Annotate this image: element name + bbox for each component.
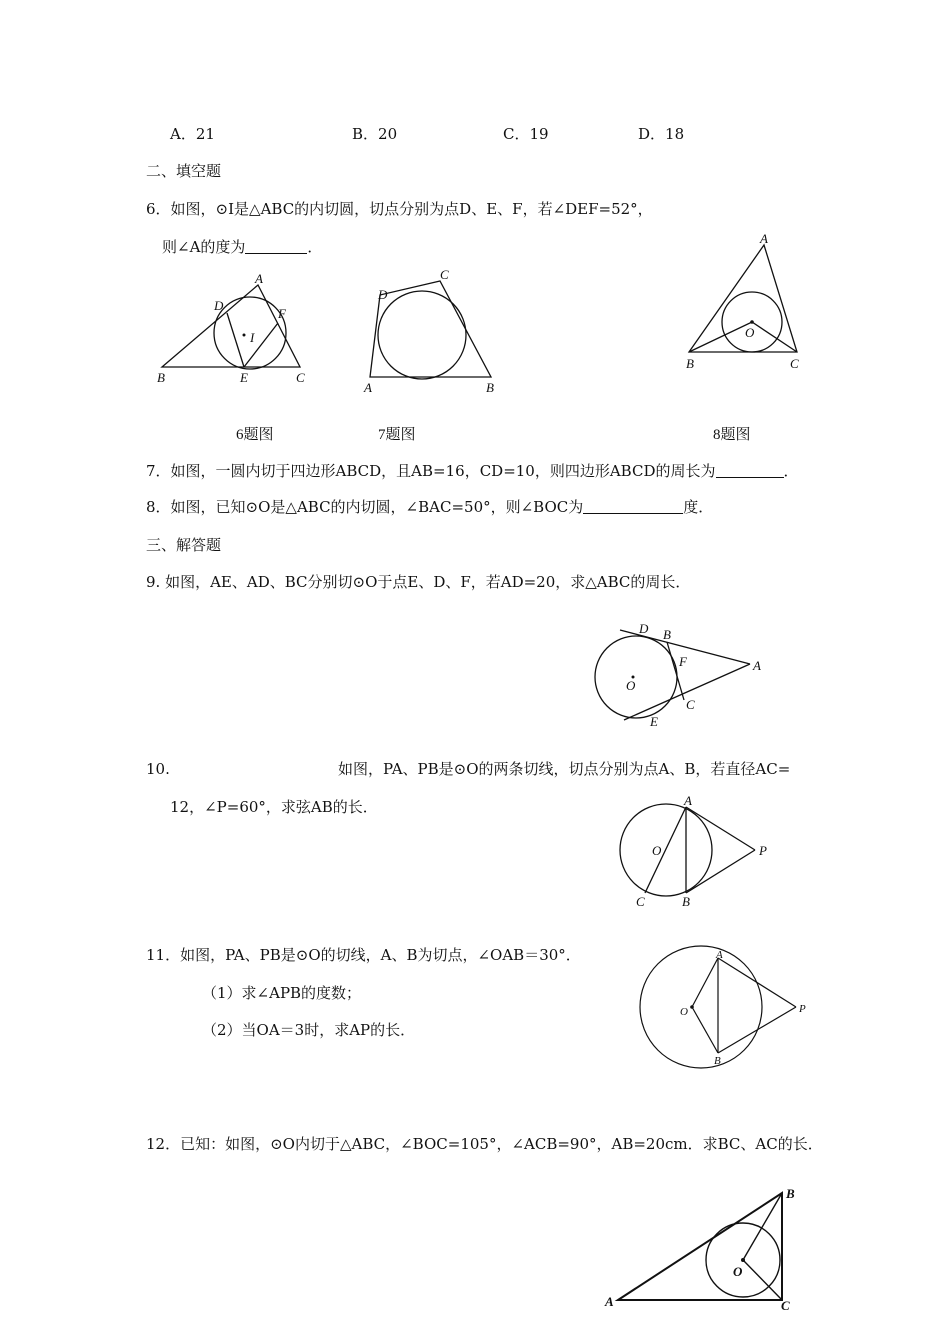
fig12-label-a: A bbox=[605, 1294, 614, 1309]
fig8-label-a: A bbox=[760, 231, 768, 246]
fig6-label-b: B bbox=[157, 370, 165, 385]
question-7: 7．如图，一圆内切于四边形ABCD，且AB=16，CD=10，则四边形ABCD的周长为 ． bbox=[146, 462, 799, 480]
fig8-label-b: B bbox=[686, 356, 694, 371]
question-11-part2: （2）当OA＝3时，求AP的长． bbox=[202, 1021, 416, 1039]
caption-figure-8: 8题图 bbox=[713, 427, 751, 443]
question-12: 12．已知：如图，⊙O内切于△ABC，∠BOC=105°，∠ACB=90°，AB=20cm．求BC、AC的长． bbox=[146, 1135, 823, 1153]
fig9-label-f: F bbox=[679, 654, 687, 669]
question-11: 11．如图，PA、PB是⊙O的切线，A、B为切点，∠OAB＝30°． bbox=[146, 946, 581, 964]
fig9-label-o: O bbox=[626, 678, 636, 693]
question-10-line2: 12，∠P=60°，求弦AB的长． bbox=[170, 798, 378, 816]
fig6-label-e: E bbox=[240, 370, 248, 385]
fig9-label-b: B bbox=[663, 627, 671, 642]
fig10-label-o: O bbox=[652, 843, 662, 858]
question-10-number: 10. bbox=[146, 760, 170, 778]
fig9-label-c: C bbox=[686, 697, 695, 712]
fig10-label-c: C bbox=[636, 894, 645, 909]
section-title-fill-in: 二、填空题 bbox=[146, 162, 222, 180]
question-10-line1: 如图，PA、PB是⊙O的两条切线，切点分别为点A、B，若直径AC= bbox=[338, 760, 791, 778]
fig8-label-c: C bbox=[790, 356, 799, 371]
fig6-label-f: F bbox=[278, 306, 286, 321]
fig9-label-e: E bbox=[650, 714, 658, 729]
fig7-label-d: D bbox=[378, 287, 388, 302]
fig10-label-b: B bbox=[682, 894, 690, 909]
fig6-label-d: D bbox=[214, 298, 224, 313]
question-9: 9. 如图，AE、AD、BC分别切⊙O于点E、D、F，若AD=20，求△ABC的周长． bbox=[146, 573, 691, 591]
section-title-solve: 三、解答题 bbox=[146, 536, 222, 554]
fig10-label-p: P bbox=[759, 843, 767, 858]
caption-figure-7: 7题图 bbox=[378, 427, 416, 443]
question-11-part1: （1）求∠APB的度数； bbox=[202, 984, 362, 1002]
fig7-label-b: B bbox=[486, 380, 494, 395]
question-6-line1: 6．如图，⊙I是△ABC的内切圆，切点分别为点D、E、F，若∠DEF=52°， bbox=[146, 200, 653, 218]
fig6-label-i: I bbox=[250, 330, 255, 345]
fig12-label-b: B bbox=[786, 1186, 795, 1201]
option-c: C．19 bbox=[503, 125, 549, 143]
fig11-label-b: B bbox=[714, 1055, 721, 1067]
option-d: D．18 bbox=[638, 125, 685, 143]
question-6-line2: 则∠A的度为 ． bbox=[162, 238, 323, 256]
fig8-label-o: O bbox=[745, 325, 755, 340]
question-8: 8．如图，已知⊙O是△ABC的内切圆，∠BAC=50°，则∠BOC为 度． bbox=[146, 498, 714, 516]
fig12-label-o: O bbox=[733, 1264, 743, 1279]
fig12-label-c: C bbox=[781, 1298, 790, 1313]
fig11-label-o: O bbox=[680, 1006, 688, 1018]
fig7-label-a: A bbox=[364, 380, 372, 395]
fig9-label-a: A bbox=[753, 658, 761, 673]
fig6-label-a: A bbox=[255, 271, 263, 286]
option-b: B．20 bbox=[352, 125, 398, 143]
fig10-label-a: A bbox=[684, 793, 692, 808]
fig11-label-p: P bbox=[799, 1003, 806, 1015]
option-a: A．21 bbox=[170, 125, 215, 143]
caption-figure-6: 6题图 bbox=[236, 427, 274, 443]
fig7-label-c: C bbox=[440, 267, 449, 282]
fig11-label-a: A bbox=[716, 949, 723, 961]
fig9-label-d: D bbox=[639, 621, 649, 636]
fig6-label-c: C bbox=[296, 370, 305, 385]
